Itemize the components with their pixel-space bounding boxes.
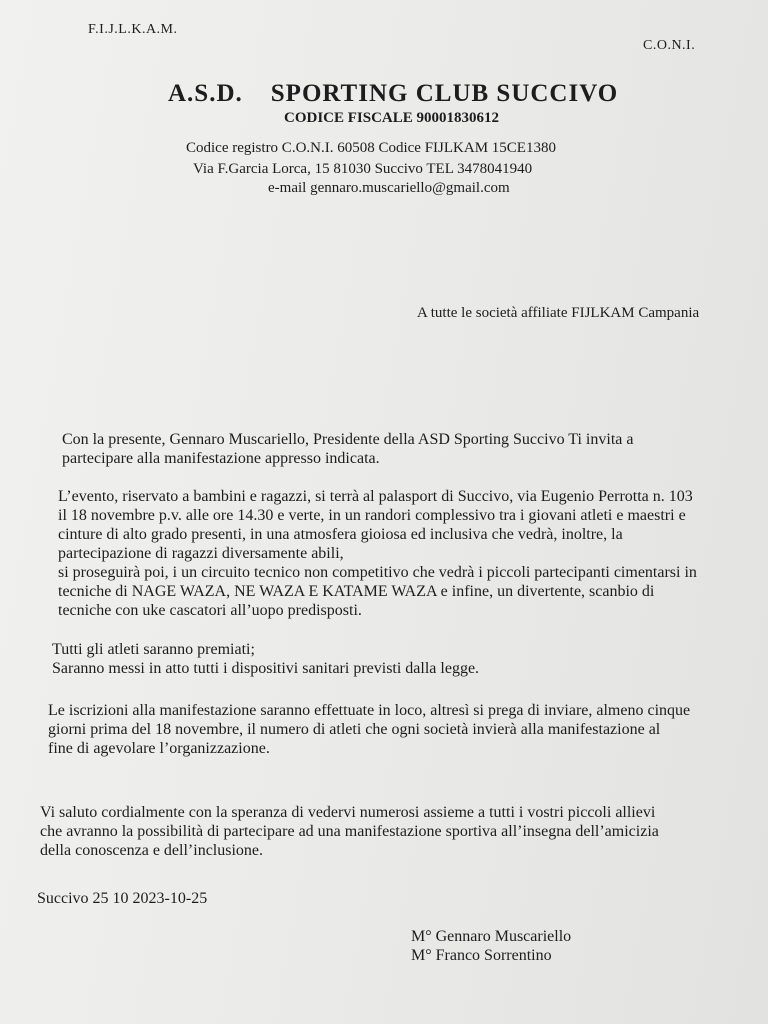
recipient-line: A tutte le società affiliate FIJLKAM Campania (417, 305, 700, 321)
registration-line: fine di agevolare l’organizzazione. (48, 740, 270, 757)
intro-paragraph (62, 430, 633, 468)
awards-paragraph (52, 640, 479, 678)
intro-line: Con la presente, Gennaro Muscariello, Presidente della ASD Sporting Succivo Ti invita a (62, 431, 634, 448)
registration-line: Le iscrizioni alla manifestazione saranno effettuate in loco, altresì si prega di inviare, almeno cinque (48, 702, 691, 719)
registration-paragraph (48, 701, 690, 758)
registry-line: Codice registro C.O.N.I. 60508 Codice FIJLKAM 15CE1380 (186, 140, 556, 156)
event-line: partecipazione di ragazzi diversamente abili, (58, 545, 344, 562)
awards-line: Tutti gli atleti saranno premiati; (52, 641, 255, 658)
event-line: L’evento, riservato a bambini e ragazzi, si terrà al palasport di Succivo, via Eugenio Perrotta n. 103 (58, 488, 693, 505)
event-paragraph (58, 487, 697, 620)
signature-block (411, 927, 571, 965)
intro-line: partecipare alla manifestazione appresso indicata. (62, 450, 380, 467)
event-line: tecniche con uke cascatori all’uopo predisposti. (58, 602, 362, 619)
closing-line: che avranno la possibilità di partecipare ad una manifestazione sportiva all’insegna dell’amicizia (40, 823, 659, 840)
event-line: il 18 novembre p.v. alle ore 14.30 e verte, in un randori complessivo tra i giovani atleti e maestri e (58, 507, 686, 524)
closing-paragraph (40, 803, 659, 860)
event-line: tecniche di NAGE WAZA, NE WAZA E KATAME WAZA e infine, un divertente, scanbio di (58, 583, 655, 600)
date-line: Succivo 25 10 2023-10-25 (37, 890, 208, 907)
address-line: Via F.Garcia Lorca, 15 81030 Succivo TEL 3478041940 (193, 161, 533, 177)
event-line: cinture di alto grado presenti, in una atmosfera gioiosa ed inclusiva che vedrà, inoltre, la (58, 526, 623, 543)
coni-label: C.O.N.I. (643, 38, 696, 53)
signature-name: M° Gennaro Muscariello (411, 928, 572, 945)
event-line: si proseguirà poi, i un circuito tecnico non competitivo che vedrà i piccoli partecipanti cimentarsi in (58, 564, 697, 581)
awards-line: Saranno messi in atto tutti i dispositivi sanitari previsti dalla legge. (52, 660, 480, 677)
email-line: e-mail gennaro.muscariello@gmail.com (268, 180, 510, 196)
closing-line: della conoscenza e dell’inclusione. (40, 842, 264, 859)
letterhead-title (168, 80, 618, 108)
fijlkam-label: F.I.J.L.K.A.M. (88, 22, 178, 37)
title-main: SPORTING CLUB SUCCIVO (270, 80, 619, 107)
signature-name: M° Franco Sorrentino (411, 947, 552, 964)
title-prefix: A.S.D. (168, 80, 243, 107)
closing-line: Vi saluto cordialmente con la speranza di vedervi numerosi assieme a tutti i vostri piccoli allievi (40, 804, 656, 821)
registration-line: giorni prima del 18 novembre, il numero di atleti che ogni società invierà alla manifestazione al (48, 721, 661, 738)
fiscal-code: CODICE FISCALE 90001830612 (284, 110, 500, 126)
